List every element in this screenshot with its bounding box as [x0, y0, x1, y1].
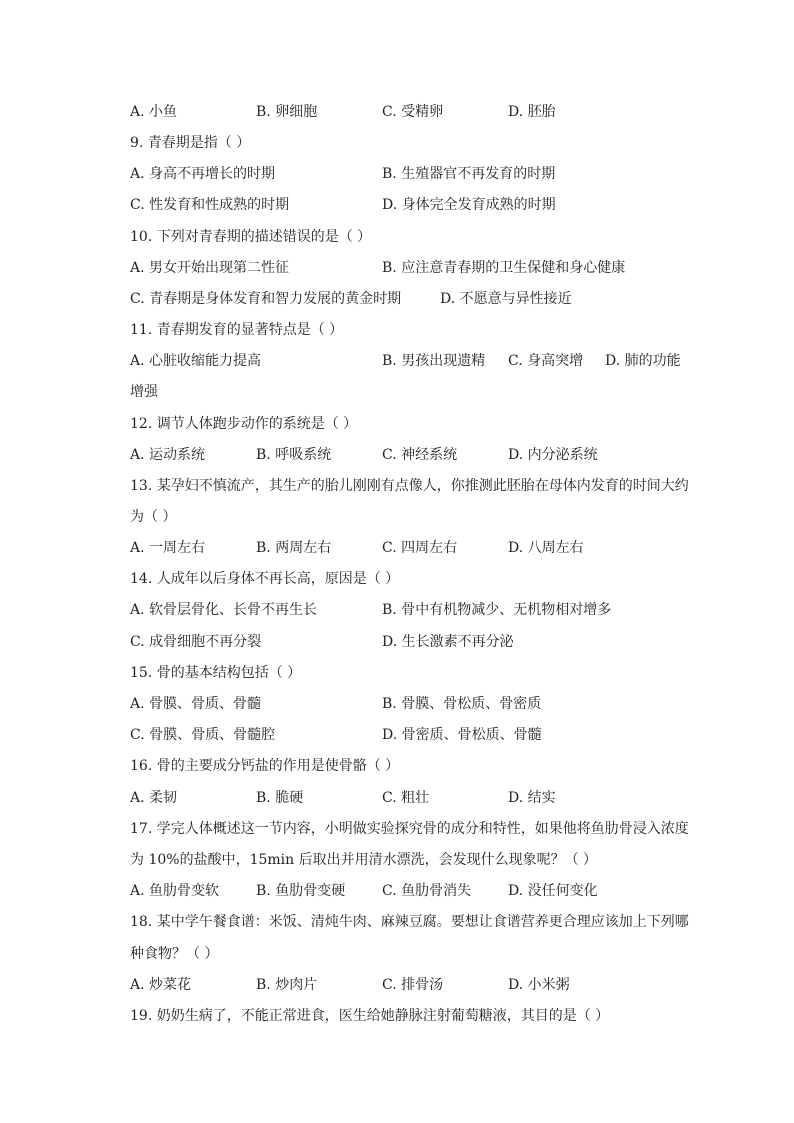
question-14-options-row2: [0, 632, 794, 652]
question-9-stem: 9. 青春期是指（ ）: [130, 135, 251, 151]
question-12-stem: 12. 调节人体跑步动作的系统是（ ）: [130, 416, 358, 432]
option-c: C. 性发育和性成熟的时期: [130, 197, 290, 213]
question-10-options-row2: [0, 289, 794, 309]
option-b: B. 骨膜、骨松质、骨密质: [382, 696, 542, 712]
option-c: C. 神经系统: [382, 447, 458, 463]
question-15-options-row1: [0, 694, 794, 714]
question-16-options: [0, 788, 794, 808]
question-13-options: [0, 538, 794, 558]
option-a: A. 男女开始出现第二性征: [130, 260, 290, 276]
question-17-wrap: 为 10%的盐酸中，15min 后取出并用清水漂洗，会发现什么现象呢？（ ）: [130, 852, 598, 868]
question-11-options: [0, 351, 794, 371]
option-a: A. 小鱼: [130, 104, 178, 120]
option-a: A. 炒菜花: [130, 977, 192, 993]
option-d: D. 胚胎: [508, 104, 556, 120]
option-a: A. 运动系统: [130, 447, 206, 463]
question-14-stem: 14. 人成年以后身体不再长高，原因是（ ）: [130, 571, 400, 587]
option-c: C. 受精卵: [382, 104, 444, 120]
question-13-stem: 13. 某孕妇不慎流产，其生产的胎儿刚刚有点像人，你推测此胚胎在母体内发育的时间大约: [130, 478, 689, 494]
question-10-stem: 10. 下列对青春期的描述错误的是（ ）: [130, 229, 372, 245]
question-13-wrap: 为（ ）: [130, 509, 177, 525]
question-14-options-row1: [0, 600, 794, 620]
question-17-stem: 17. 学完人体概述这一节内容，小明做实验探究骨的成分和特性，如果他将鱼肋骨浸入浓度: [130, 821, 689, 837]
option-c: C. 成骨细胞不再分裂: [130, 634, 262, 650]
option-a: A. 柔韧: [130, 790, 178, 806]
option-b: B. 卵细胞: [256, 104, 318, 120]
option-b: B. 应注意青春期的卫生保健和身心健康: [382, 260, 626, 276]
question-18-wrap: 种食物？（ ）: [130, 946, 219, 962]
question-16-stem: 16. 骨的主要成分钙盐的作用是使骨骼（ ）: [130, 758, 400, 774]
question-15-options-row2: [0, 725, 794, 745]
option-d: D. 八周左右: [508, 540, 584, 556]
question-10-options-row1: [0, 258, 794, 278]
question-15-stem: 15. 骨的基本结构包括（ ）: [130, 665, 302, 681]
option-d: D. 骨密质、骨松质、骨髓: [382, 727, 542, 743]
question-12-options: [0, 445, 794, 465]
option-c: C. 排骨汤: [382, 977, 444, 993]
question-9-options-row2: [0, 195, 794, 215]
option-c: C. 四周左右: [382, 540, 458, 556]
option-c: C. 粗壮: [382, 790, 430, 806]
question-8-options: [0, 102, 794, 122]
option-d: D. 内分泌系统: [508, 447, 598, 463]
question-17-options: [0, 881, 794, 901]
option-b: B. 生殖器官不再发育的时期: [382, 166, 556, 182]
option-a: A. 鱼肋骨变软: [130, 883, 220, 899]
option-c: C. 鱼肋骨消失: [382, 883, 472, 899]
question-18-stem: 18. 某中学午餐食谱：米饭、清炖牛肉、麻辣豆腐。要想让食谱营养更合理应该加上下列哪: [130, 914, 689, 930]
option-b: B. 男孩出现遗精: [382, 353, 486, 369]
question-9-options-row1: [0, 164, 794, 184]
option-b: B. 呼吸系统: [256, 447, 332, 463]
option-a: A. 软骨层骨化、长骨不再生长: [130, 602, 318, 618]
option-b: B. 炒肉片: [256, 977, 318, 993]
option-d: D. 没任何变化: [508, 883, 598, 899]
option-d: D. 不愿意与异性接近: [440, 291, 572, 307]
option-d: D. 结实: [508, 790, 556, 806]
option-a: A. 心脏收缩能力提高: [130, 353, 262, 369]
option-c: C. 身高突增: [508, 353, 584, 369]
option-d: D. 身体完全发育成熟的时期: [382, 197, 556, 213]
question-11-stem: 11. 青春期发育的显著特点是（ ）: [130, 322, 344, 338]
option-a: A. 一周左右: [130, 540, 206, 556]
option-d: D. 小米粥: [508, 977, 570, 993]
option-d: D. 肺的功能: [605, 353, 681, 369]
option-c: C. 青春期是身体发育和智力发展的黄金时期: [130, 291, 402, 307]
option-b: B. 骨中有机物减少、无机物相对增多: [382, 602, 612, 618]
option-b: B. 两周左右: [256, 540, 332, 556]
option-a: A. 骨膜、骨质、骨髓: [130, 696, 262, 712]
question-18-options: [0, 975, 794, 995]
option-a: A. 身高不再增长的时期: [130, 166, 276, 182]
option-b: B. 鱼肋骨变硬: [256, 883, 346, 899]
option-b: B. 脆硬: [256, 790, 304, 806]
question-19-stem: 19. 奶奶生病了，不能正常进食，医生给她静脉注射葡萄糖液，其目的是（ ）: [130, 1008, 610, 1024]
option-c: C. 骨膜、骨质、骨髓腔: [130, 727, 276, 743]
question-11-wrap: 增强: [130, 384, 158, 400]
option-d: D. 生长激素不再分泌: [382, 634, 514, 650]
